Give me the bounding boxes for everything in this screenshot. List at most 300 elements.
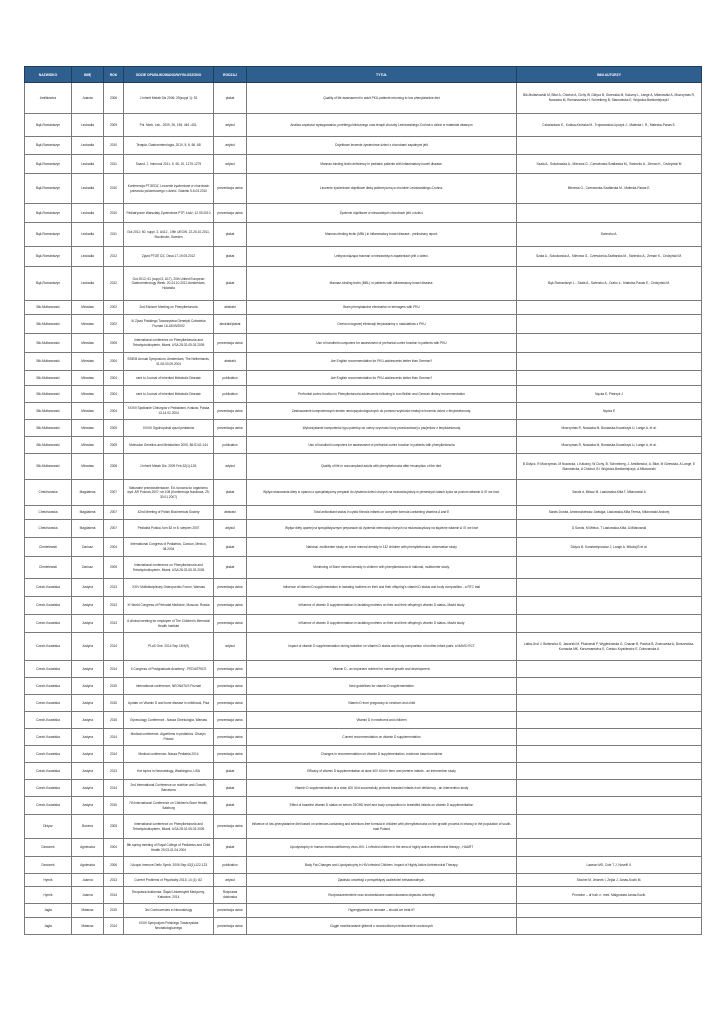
cell-surname: Czech-Kowalska [25,797,72,815]
cell-venue: XI World Congress of Perinatal Medicine, Moscow, Russia [124,597,214,615]
publications-table [24,66,702,935]
cell-type: publication [214,437,247,454]
table-row [25,887,702,904]
cell-venue: III Zjazd Polskiego Towarzystwa Genetyki Człowieka Poznań 16-18/09/2002 [124,315,214,334]
cell-year: 2007 [104,520,124,538]
cell-co-authors: Szala A., Sokołowska A., Mierzwa G., Czerwionka-Szaflarska M., Swierzko A., Zeman K., Cedzyński M [517,155,702,174]
header-type: RODZAJ [214,67,247,83]
cell-co-authors [517,301,702,315]
cell-surname: Dzwonek [25,839,72,857]
header-co-authors: INNI AUTORZY [517,67,702,83]
cell-title: Quality of life assessment in adult PKU-patients returning to low phenylalanine diet [247,83,517,114]
cell-venue: International Congress of Pediatrics, Cancun, Mexico, 08.2004 [124,538,214,557]
table-row [25,420,702,437]
table-row [25,267,702,301]
cell-title: Zjawisko ortoreksji z perspektywy uzależnień behawioralnych. [247,874,517,887]
cell-title: Rozpowszechnienie oraz środowiskowe uwarunkowania objawów ortoreksji [247,887,517,904]
cell-title: Mannan-binding lectin deficiency in pediatric patients with inflammatory bowel disease. [247,155,517,174]
cell-type: artykuł [214,633,247,661]
header-first-name: IMIĘ [72,67,104,83]
cell-title: Current recommendation on vitamin D supplementation [247,729,517,746]
table-row [25,746,702,763]
table-row [25,480,702,506]
cell-surname: Amilkiewicz [25,83,72,114]
cell-first-name: Leokadia [72,247,104,267]
cell-co-authors [517,695,702,712]
cell-year: 2002 [104,315,124,334]
cell-year: 2004 [104,538,124,557]
table-row [25,904,702,918]
cell-venue: A clinical meeting for employee of The Children's Memorial Health Institute [124,615,214,633]
cell-co-authors: Swierzko A. [517,223,702,247]
cell-first-name: Mirosław [72,386,104,403]
table-row [25,918,702,935]
cell-year: 2007 [104,506,124,520]
cell-co-authors [517,334,702,353]
cell-year: 2015 [104,678,124,695]
cell-type: prezentacja ustna [214,678,247,695]
cell-type: artykuł [214,155,247,174]
cell-surname: Czech-Kowalska [25,633,72,661]
cell-title: Ocena mózgowej eliminacji fenyloalaniny u nastolatków z PKU [247,315,517,334]
cell-first-name: Agnieszka [72,857,104,874]
cell-type: prezentacja ustna [214,204,247,223]
cell-surname: Dzwonek [25,857,72,874]
cell-surname: Czech-Kowalska [25,729,72,746]
cell-surname: Bik-Multanowski [25,353,72,371]
cell-venue: 2nd Elsinore Meeting on Phenylketonuria [124,301,214,315]
cell-surname: Jagła [25,904,72,918]
cell-type: prezentacja ustna [214,661,247,678]
cell-first-name: Justyna [72,661,104,678]
cell-co-authors [517,597,702,615]
table-row [25,763,702,780]
cell-co-authors: B Didycz, R Mozrzymas, M Nowacka, L Kałużny, W Cichy, B. Schneiberg, J. Amilkiewicz, A. Bilar, M Gizewska, A Lange, E Starostecka, A Chiobot, B I Wójcicka-Bartłomiejczyk, A Milanowski [517,454,702,480]
cell-surname: Czech-Kowalska [25,695,72,712]
table-header-row [25,67,702,83]
cell-co-authors [517,137,702,155]
table-row [25,695,702,712]
cell-co-authors [517,557,702,579]
cell-type: abstrakt [214,353,247,371]
cell-type: prezentacja ustna [214,615,247,633]
cell-venue: sent to Journal of Inherited Metabolic Disease [124,386,214,403]
cell-type: plakat [214,557,247,579]
cell-surname: Bąk-Romaniszyn [25,223,72,247]
cell-year: 2007 [104,480,124,506]
cell-surname: Chmielewski [25,557,72,579]
cell-type: prezentacja ustna [214,904,247,918]
cell-type: prezentacja ustna [214,174,247,204]
cell-title: Use of handheld computers for assessment of prefrontal cortex function in patients with PKU [247,334,517,353]
cell-title: Use of handheld computers for assessment of prefrontal cortex function in patients with phenylketonuria [247,437,517,454]
cell-co-authors: Mozrzymas R, Nowacka M, Borawska-Kowalczyk U, Lange A, et al. [517,420,702,437]
cell-year: 2013 [104,615,124,633]
cell-type: prezentacja ustna [214,729,247,746]
cell-first-name: Mirosław [72,315,104,334]
table-row [25,301,702,315]
cell-venue: J Inherit Metab Dis 2006; 29(suppl 1): 92 [124,83,214,114]
cell-year: 2014 [104,746,124,763]
cell-type: artykuł [214,137,247,155]
cell-venue: SSIEM Annual Symposium, Amsterdam, The Netherlands, 31.08-03.09.2004 [124,353,214,371]
cell-type: prezentacja ustna [214,597,247,615]
cell-surname: Czech-Kowalska [25,763,72,780]
cell-co-authors: Bąk-Romaniszyn L., Szala A., Swierzko A., Durko Ł., Małecka-Panas E., Cedzyński M. [517,267,702,301]
cell-first-name: Leokadia [72,223,104,247]
cell-surname: Bik-Multanowski [25,437,72,454]
cell-first-name: Justyna [72,746,104,763]
cell-venue: Pediatria Polska, tom 82 nr 8, sierpień 2007 [124,520,214,538]
cell-venue: International conference on Phenylketonuria and Tetrahydrobiopterin, Miami, USA 28.02-05.03.2005 [124,815,214,839]
table-row [25,315,702,334]
cell-venue: Medical conference- Nasza Pediatria 2014 [124,746,214,763]
cell-title: Mannan-binding lectin (MBL) in patients with inflammatory bowel disease. [247,267,517,301]
cell-co-authors: Szala A., Sokołowska A., Mierzwa G., Czerwionka-Szaflarska M., Swierzko A., Zeman K., Cedzyński M. [517,247,702,267]
table-row [25,506,702,520]
cell-venue: II Congress of Postgraduate Academy - PEDIATRICS [124,661,214,678]
table-row [25,174,702,204]
cell-title: Effect of baseline vitamin D status on serum 25OHD level and body composition in breastfed infants on vitamin D supplementation [247,797,517,815]
cell-title: Wykorzystanie komputerów typu palmtop do oceny czynności kory przedczołowej u pacjentów z fenyloketonurią [247,420,517,437]
cell-co-authors: Nęcka E, Pietrzyk J [517,386,702,403]
cell-venue: Current Problems of Psychiatry 2013; 14 (1): 82. [124,874,214,887]
table-row [25,334,702,353]
cell-surname: Hyrnik [25,874,72,887]
cell-year: 2013 [104,579,124,597]
cell-title: Efficacy of vitamin D supplementation at dose 400 IU/d in term and preterm infants - an intervention study [247,763,517,780]
cell-title: Total antioxidant status in cystic fibrosis infants on complete formula containing vitamins A and E [247,506,517,520]
cell-year: 2005 [104,815,124,839]
header-title: TYTUŁ [247,67,517,83]
cell-co-authors [517,678,702,695]
cell-title: Vitamin D supplementation at a dose 400 IU/d successfully protects breasted infants from deficiency - an intervention study [247,780,517,797]
cell-surname: Bąk-Romaniszyn [25,174,72,204]
table-row [25,661,702,678]
cell-first-name: Magdalena [72,480,104,506]
cell-surname: Bąk-Romaniszyn [25,155,72,174]
cell-year: 2013 [104,874,124,887]
cell-title: Prefrontal cortex function in Phenylketonuria adolescents following in turn British and German dietary recommendation [247,386,517,403]
cell-first-name: Dariusz [72,538,104,557]
cell-first-name: Mirosław [72,403,104,420]
table-row [25,520,702,538]
cell-co-authors [517,780,702,797]
cell-surname: Bik-Multanowski [25,403,72,420]
cell-type: plakat [214,763,247,780]
cell-first-name: Justyna [72,712,104,729]
cell-year: 2012 [104,247,124,267]
cell-type: artykuł [214,874,247,887]
cell-first-name: Leokadia [72,137,104,155]
cell-venue: Gut 2011; 60, suppl. 3, A412 , 19th UEGW, 22-26.10.2011, Stockholm, Sweden [124,223,214,247]
cell-first-name: Magdalena [72,506,104,520]
cell-title: Influence of vitamin D supplementation in lactating mothers on their and their offspring's vitamin D status and body composition - a RTC trial [247,579,517,597]
cell-co-authors: Lawson MS, Cole T J, Novelli V. [517,857,702,874]
cell-surname: Bik-Multanowski [25,386,72,403]
cell-first-name: Justyna [72,678,104,695]
cell-co-authors: D Sands, M Mielus, T Laskowska-Klita, A Milanowski [517,520,702,538]
cell-co-authors [517,204,702,223]
cell-co-authors: Didycz B, Konstantynowicz J, Lange A, Mikolaj B et al. [517,538,702,557]
cell-title: Wpływ diety opartej na specjalistycznym preparacie do żywienia niemowląt chorych na mukowiscydozę na stężenie witamin A i E we krwi [247,520,517,538]
cell-title: Influence of low-phenylalanine diet based on selenium-containing and selenium-free formula in children with phenylketonuria on the growth process in infancy in the population of south-east Poland [247,815,517,839]
table-row [25,403,702,420]
cell-year: 2005 [104,557,124,579]
cell-first-name: Leokadia [72,267,104,301]
table-row [25,223,702,247]
cell-year: 2009 [104,114,124,137]
cell-year: 2010 [104,204,124,223]
cell-type: artykuł [214,454,247,480]
cell-type: plakat [214,797,247,815]
cell-co-authors [517,797,702,815]
cell-co-authors: Mierzwa G., Czerwionka-Szaflarska M., Małecka-Panas E. [517,174,702,204]
cell-title: Body Fat Changes and Lipodystrophy in HIV-infected Children: Impact of Highly Active Antiretroviral Therapy. [247,857,517,874]
cell-venue: Medical conference- Algorithms in pediatrics. Olsztyn, Poland [124,729,214,746]
cell-title: Influence of vitamin D supplementation in lactating mothers on their and their offspring's vitamin D status- Mavid study [247,597,517,615]
cell-surname: Czech-Kowalska [25,678,72,695]
cell-year: 2014 [104,633,124,661]
cell-title: Lektyna wiążąca mannan w nieswoistych zapaleniach jelit u dzieci. [247,247,517,267]
cell-first-name: Magdalena [72,520,104,538]
cell-year: 2005 [104,437,124,454]
cell-venue: Pediatryczne Warsztaty Żywieniowe PTP, Łódź, 12.09.2010 [124,204,214,223]
table-row [25,538,702,557]
cell-type: plakat [214,223,247,247]
cell-year: 2006 [104,83,124,114]
cell-year: 2014 [104,887,124,904]
cell-co-authors [517,746,702,763]
cell-title: Vitamin D from pregnancy to newborn and child [247,695,517,712]
cell-title: Hyperglycemia in neonate – should we treat it? [247,904,517,918]
cell-year: 2014 [104,661,124,678]
cell-title: New guidelines for vitamin D supplementation [247,678,517,695]
cell-co-authors: Czkwianianc E., Kolasa-Kicińska M., Trojanowska-Lipczyk J., Małecka I. R., Małecka-Panas E. [517,114,702,137]
cell-surname: Czech-Kowalska [25,615,72,633]
cell-venue: XXVIII Spotkanie Chirurgów z Pediatrami, Kraków, Polska 13-14.02.2004 [124,403,214,420]
cell-surname: Bik-Multanowski [25,315,72,334]
cell-co-authors [517,904,702,918]
table-row [25,137,702,155]
cell-year: 2015 [104,712,124,729]
cell-year: 2014 [104,780,124,797]
cell-year: 2005 [104,420,124,437]
cell-type: abstrakt [214,506,247,520]
cell-type: plakat [214,839,247,857]
cell-first-name: Mirosław [72,334,104,353]
cell-venue: Zjazd PTGE DZ, Ossa 17-19.05.2012 [124,247,214,267]
cell-co-authors: Mozrzymas R, Nowacka M, Borawska-Kowalczyk U, Lange A, et al. [517,437,702,454]
cell-first-name: Mirosław [72,353,104,371]
cell-venue: 42nd Meeting of Polish Biochemical Society [124,506,214,520]
cell-co-authors: Stochel M, Jelonek I, Zejda J, Janas-Kozik M. [517,874,702,887]
cell-surname: Bąk-Romaniszyn [25,114,72,137]
cell-venue: Konferencja PTGEDŻ, Leczenie żywieniowe w chorobach przewodu pokarmowego u dzieci. Gdańsk 5-6.03.2010 [124,174,214,204]
header-surname: NAZWISKO [25,67,72,83]
cell-co-authors: Nęcka E [517,403,702,420]
cell-surname: Czech-Kowalska [25,780,72,797]
cell-title: Leczenie żywieniowe dojelitowe dietą polimeryczną w chorobie Leśniowskiego-Crohna. [247,174,517,204]
cell-title: Vitamin D - an important nutrient for normal growth and development. [247,661,517,678]
cell-surname: Bąk-Romaniszyn [25,204,72,223]
cell-year: 2015 [104,904,124,918]
cell-surname: Czech-Kowalska [25,597,72,615]
cell-venue: Update on Vitamin D and bone disease in childhood, Pisa [124,695,214,712]
cell-type: plakat [214,247,247,267]
cell-first-name: Jolanta [72,83,104,114]
cell-venue: sent to Journal of Inherited Metabolic Disease [124,371,214,386]
cell-title: Zastosowanie komputerowych testów neuropsychologicznych do pomiaru szybkości reakcji w leczeniu dzieci z fenyloketonurią. [247,403,517,420]
cell-title: Influence of vitamin D supplementation in lactating mothers on their and their offspring's vitamin D status- Mavid study [247,615,517,633]
table-row [25,797,702,815]
cell-type: publication [214,857,247,874]
cell-co-authors [517,615,702,633]
cell-title: Quality of life in noncompliant adults with phenylketonuria after resumption of the diet. [247,454,517,480]
table-row [25,353,702,371]
table-row [25,874,702,887]
cell-surname: Czech-Kowalska [25,712,72,729]
cell-first-name: Mateusz [72,918,104,935]
cell-type: plakat [214,780,247,797]
cell-surname: Bik-Multanowski [25,371,72,386]
cell-venue: Rozprawa doktorska. Śląski Uniwersytet Medyczny, Katowice, 2014 [124,887,214,904]
cell-co-authors [517,371,702,386]
cell-type: prezentacja ustna [214,815,247,839]
cell-first-name: Agnieszka [72,839,104,857]
cell-co-authors [517,579,702,597]
cell-type: plakat [214,538,247,557]
cell-first-name: Justyna [72,763,104,780]
cell-type: prezentacja ustna [214,579,247,597]
cell-co-authors [517,353,702,371]
cell-venue: Molecular Genetics and Metabolism 2005, 86:S142-144 [124,437,214,454]
cell-first-name: Mirosław [72,301,104,315]
table-row [25,454,702,480]
cell-venue: Pol. Merk. Lek., 2009, 26, 155, 446 -451. [124,114,214,137]
cell-type: prezentacja ustna [214,712,247,729]
cell-year: 2012 [104,267,124,301]
cell-first-name: Mirosław [72,420,104,437]
cell-co-authors [517,712,702,729]
cell-year: 2011 [104,223,124,247]
cell-year: 2014 [104,918,124,935]
table-row [25,729,702,746]
cell-year: 2004 [104,371,124,386]
cell-first-name: Dariusz [72,557,104,579]
cell-type: Rozprawa doktorska [214,887,247,904]
cell-first-name: Leokadia [72,114,104,137]
cell-surname: Bik-Multanowski [25,334,72,353]
cell-type: artykuł [214,520,247,538]
cell-first-name: Justyna [72,729,104,746]
cell-type: prezentacja ustna [214,695,247,712]
cell-title: Monitoring of Bone mineral density in children with phenylketonuria in national, multicenter study. [247,557,517,579]
cell-type: prezentacja ustna [214,403,247,420]
cell-first-name: Mirosław [72,437,104,454]
cell-year: 2010 [104,174,124,204]
cell-title: Żywienie dojelitowe w nieswoistych chorobach jelit u dzieci. [247,204,517,223]
cell-co-authors [517,729,702,746]
cell-first-name: Justyna [72,780,104,797]
cell-type: prezentacja ustna [214,334,247,353]
cell-venue: PLoS One. 2014 Sep 18;9(9) [124,633,214,661]
table-row [25,579,702,597]
cell-venue: 3rd Controversies in Neonatology [124,904,214,918]
cell-type: abstrakt/plakat [214,315,247,334]
cell-venue: 8th spring meeting of Royal College of Pediatrics and Child Health 29.03-01.04.2004 [124,839,214,857]
cell-first-name: Bożena [72,815,104,839]
cell-venue: International conference on Phenylketonuria and Tetrahydrobiopterin, Miami, USA 28.02-05.03.2005 [124,334,214,353]
table-row [25,678,702,695]
cell-title: Are English recommendation for PKU-adolescents better than German? [247,353,517,371]
cell-co-authors: Sands d, Milacz M, Laskowska-Klita T, Milanowski A [517,480,702,506]
cell-type: plakat [214,480,247,506]
cell-venue: XXVIII Ogólnopolski zjazd pediatrów [124,420,214,437]
cell-venue: J Inherit Metab Dis. 2009 Feb;32(1):126. [124,454,214,480]
cell-first-name: Leokadia [72,155,104,174]
header-year: ROK [104,67,124,83]
cell-type: prezentacja ustna [214,420,247,437]
cell-surname: Czech-Kowalska [25,661,72,678]
cell-surname: Bik-Multanowski [25,420,72,437]
cell-type: publication [214,386,247,403]
table-row [25,615,702,633]
cell-co-authors [517,918,702,935]
table-row [25,557,702,579]
table-row [25,597,702,615]
table-row [25,780,702,797]
cell-first-name: Mateusz [72,904,104,918]
cell-venue: International conference- NEONATUS Poznań [124,678,214,695]
header-venue: GDZIE OPUBLIKOWANO/WYGŁOSZONO [124,67,214,83]
table-row [25,633,702,661]
cell-title: Dojelitowe leczenie żywieniowe dzieci z chorobami zapalnymi jelit [247,137,517,155]
cell-surname: Chmielewski [25,538,72,557]
cell-title: Lipodystrophy in human immunodeficiency virus-HIV- 1 infected children in the area of highly active antiretroviral therapy - HAART [247,839,517,857]
cell-first-name: Joanna [72,874,104,887]
cell-venue: Scand. J. Immunol 2011, 5, 46, 10, 1275-1279 [124,155,214,174]
cell-co-authors: Sands Dorota, Ambroszkiewicz Jadwiga, Laskowska-Klita Teresa, Milanowski Andrzej [517,506,702,520]
table-row [25,815,702,839]
cell-year: 2004 [104,353,124,371]
cell-co-authors: Bik-Multanowski M, Bilar A, Chiobot A, Cichy W, Didycz B, Gizewska M, Kaluzny L, Lange A, Milanowski A, Mozrzymas R, Nowacka M, Romanowska H, Schreiberg B, Starostecka E, Wojcicka-Bartlomiejczyk I [517,83,702,114]
cell-type: prezentacja ustna [214,746,247,763]
cell-title: Mannan-binding lectin (MBL) in inflammatory bowel disease - preliminary report. [247,223,517,247]
cell-surname: Bąk-Romaniszyn [25,247,72,267]
cell-year: 2002 [104,301,124,315]
cell-surname: Chełchowska [25,480,72,506]
cell-title: Are English recommendation for PKU-adolescents better than German? [247,371,517,386]
cell-first-name: Leokadia [72,174,104,204]
cell-first-name: Leokadia [72,204,104,223]
cell-year: 2013 [104,763,124,780]
cell-year: 2014 [104,729,124,746]
cell-first-name: Justyna [72,633,104,661]
cell-first-name: Justyna [72,597,104,615]
cell-first-name: Mirosław [72,454,104,480]
cell-surname: Bąk-Romaniszyn [25,267,72,301]
cell-surname: Jagła [25,918,72,935]
table-body [25,83,702,935]
table-row [25,247,702,267]
cell-surname: Bik-Multanowski [25,454,72,480]
cell-title: Brain phenylalanine elimination in teenagers with PKU [247,301,517,315]
cell-first-name: Justyna [72,579,104,597]
cell-year: 2004 [104,839,124,857]
cell-type: plakat [214,83,247,114]
cell-venue: 2nd International Conference on nutrition and Growth, Barcelona [124,780,214,797]
